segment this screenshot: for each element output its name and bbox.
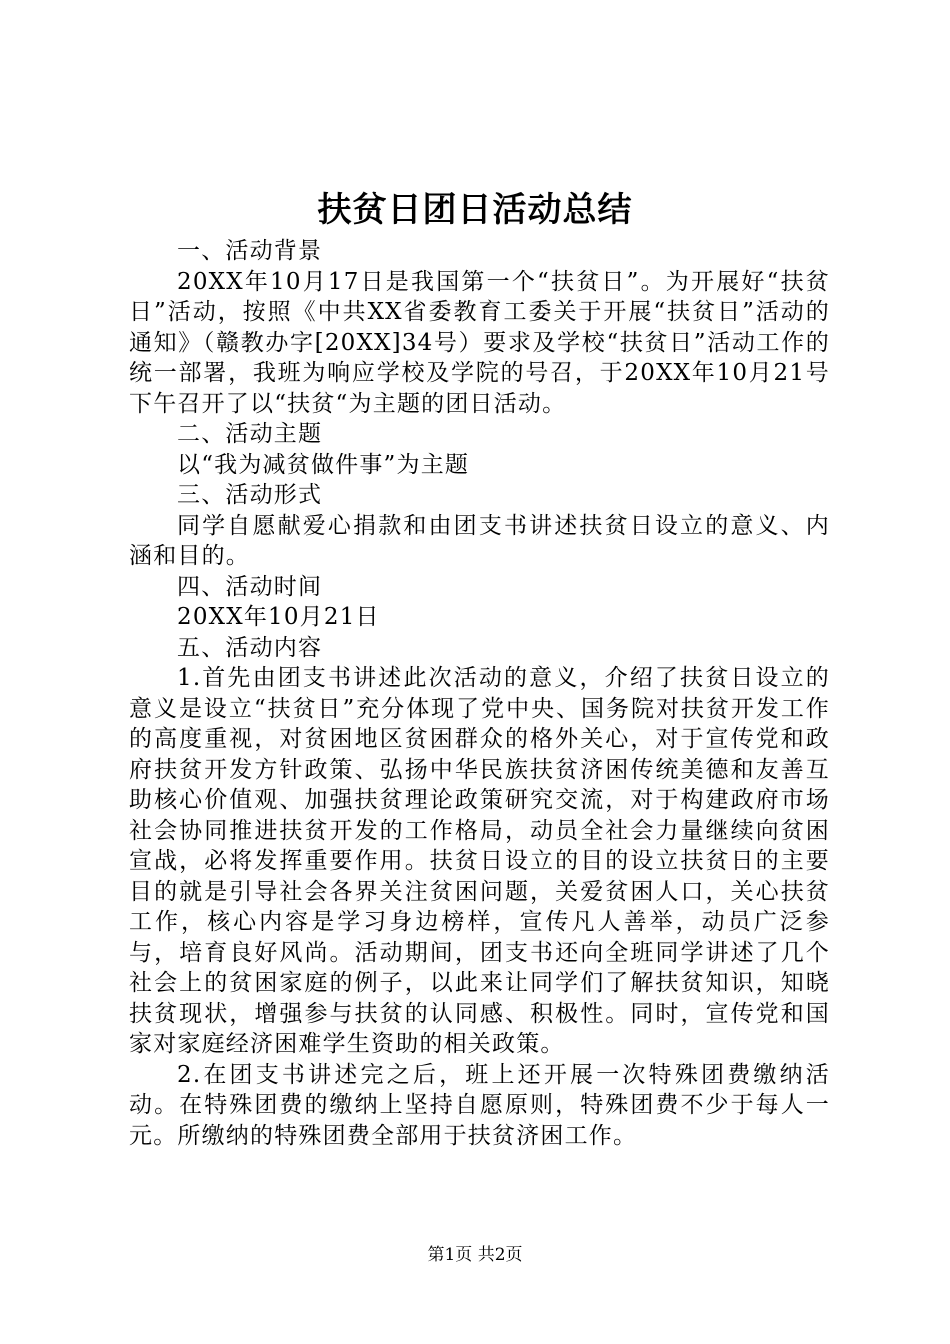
paragraph-content-2: 2.在团支书讲述完之后，班上还开展一次特殊团费缴纳活动。在特殊团费的缴纳上坚持自愿原则，特殊团费不少于每人一元。所缴纳的特殊团费全部用于扶贫济困工作。 — [129, 1061, 830, 1149]
document-body — [129, 236, 830, 1151]
paragraph-time: 20XX年10月21日 — [177, 604, 380, 630]
paragraph-form: 同学自愿献爱心捐款和由团支书讲述扶贫日设立的意义、内涵和目的。 — [129, 512, 830, 569]
section-heading-form: 三、活动形式 — [177, 482, 323, 508]
section-heading-content: 五、活动内容 — [177, 634, 323, 661]
section-heading-time: 四、活动时间 — [177, 573, 323, 600]
paragraph-theme: 以“我为减贫做件事”为主题 — [177, 451, 470, 478]
section-heading-background: 一、活动背景 — [177, 238, 323, 264]
document-title: 扶贫日团日活动总结 — [317, 190, 633, 230]
paragraph-background: 20XX年10月17日是我国第一个“扶贫日”。为开展好“扶贫日”活动，按照《中共XX省委教育工委关于开展“扶贫日”活动的通知》（赣教办字[20XX]34号）要求及学校“扶贫日”活动工作的统一部署，我班为响应学校及学院的号召，于20XX年10月21号下午召开了以“扶贫“为主题的团日活动。 — [129, 268, 830, 417]
section-heading-theme: 二、活动主题 — [177, 421, 323, 447]
paragraph-content-1: 1.首先由团支书讲述此次活动的意义，介绍了扶贫日设立的意义是设立“扶贫日”充分体现了党中央、国务院对扶贫开发工作的高度重视，对贫困地区贫困群众的格外关心，对于宣传党和政府扶贫开发方针政策、弘扬中华民族扶贫济困传统美德和友善互助核心价值观、加强扶贫理论政策研究交流，对于构建政府市场社会协同推进扶贫开发的工作格局，动员全社会力量继续向贫困宣战，必将发挥重要作用。扶贫日设立的目的设立扶贫日的主要目的就是引导社会各界关注贫困问题，关爱贫困人口，关心扶贫工作，核心内容是学习身边榜样，宣传凡人善举，动员广泛参与，培育良好风尚。活动期间，团支书还向全班同学讲述了几个社会上的贫困家庭的例子，以此来让同学们了解扶贫知识，知晓扶贫现状，增强参与扶贫的认同感、积极性。同时，宣传党和国家对家庭经济困难学生资助的相关政策。 — [129, 665, 830, 1057]
page-number-footer: 第1页 共2页 — [427, 1245, 523, 1265]
